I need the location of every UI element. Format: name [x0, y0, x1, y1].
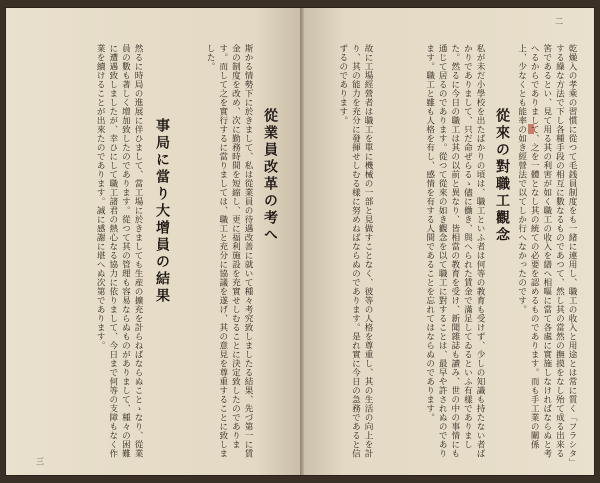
left-page	[6, 8, 300, 475]
body-paragraph: 斯かる情勢下に於きまして、私は從業員の待遇改善に就いて種々考究致しましたる結果、先づ第一に賃金の制度を改め、次に勤務時間を短縮し、更に福利施設を充實せしむることに決定致したのであります。而して之を實行するに當りましては、職工と充分に協議を遂げ、其の意見を尊重することに致しました。	[205, 44, 253, 458]
body-paragraph: 然るに時局の進展に伴ひまして、當工場に於きましても生産の擴充を計らねばならぬことゝなり、從業員の數も著しく增加致したのであります。從つて其の管理も容易ならぬものがありまして、種々の困難に遭遇致しましたが、幸ひにして職工諸君の熱心なる協力に依りまして、今日まで何等の支障もなく作業を續けることが出來たのであります。誠に感謝に堪へぬ次第であります。	[95, 44, 143, 458]
page-number: 二	[555, 17, 563, 26]
book-spread	[6, 8, 594, 475]
section-heading: 從來の對職工觀念	[494, 108, 510, 244]
body-paragraph: 私が未だ小學校を出たばかりの頃は、職工といふ者は何等の教育も受けず、少しの知識も持たない者ばかりでありまして、只だ命ぜらるゝ儘に働き、與へられた賃金で滿足してゐるといふ有樣でありました。然るに今日の職工は其の以前と異なり、皆相當の教育を受け、新聞雜誌も讀み、世の中の事情にも通じて居るのであります。從つて從來の如き觀念を以て職工に對することは、最早や許されぬのであります。職工と雖も人格を有し、感情を有する人間であることを忘れてはならぬのであります。	[424, 44, 485, 458]
section-heading: 事局に當り大增員の結果	[154, 118, 170, 305]
right-page	[300, 8, 594, 475]
body-paragraph: 乾燥入の孝乘の習慣に從つて毛銭員制度をも一緒に連用し、職工の收入と用途とは常に質く「フラシタ」する繰な方法で下し各種手段の相互に數なるものであつて、然し其の當然の撫摸をなし殆て成る出来る筈であるとい、見て用る其の利害が如く職工の收入を繕へ相嘔に當て各處に實施しなければならぬと考へるからでありまして、之を一體となし其の統ての必要を認めるものであります。而も手工業の關係上、少なくとも能率の如き經營法で以てしか行へなかったのです。	[516, 44, 577, 463]
section-heading: 從業員改革の考へ	[262, 108, 278, 244]
page-number: 三	[36, 457, 44, 466]
body-paragraph: 故に工場經營者は職工を單に機械の一部と見做すことなく、彼等の人格を尊重し、其の生活の向上を計り、其の能力を充分に發揮せしむる樣に努めねばならぬのであります。是れ實に今日の急務であると信ずるのであります。	[337, 44, 373, 458]
